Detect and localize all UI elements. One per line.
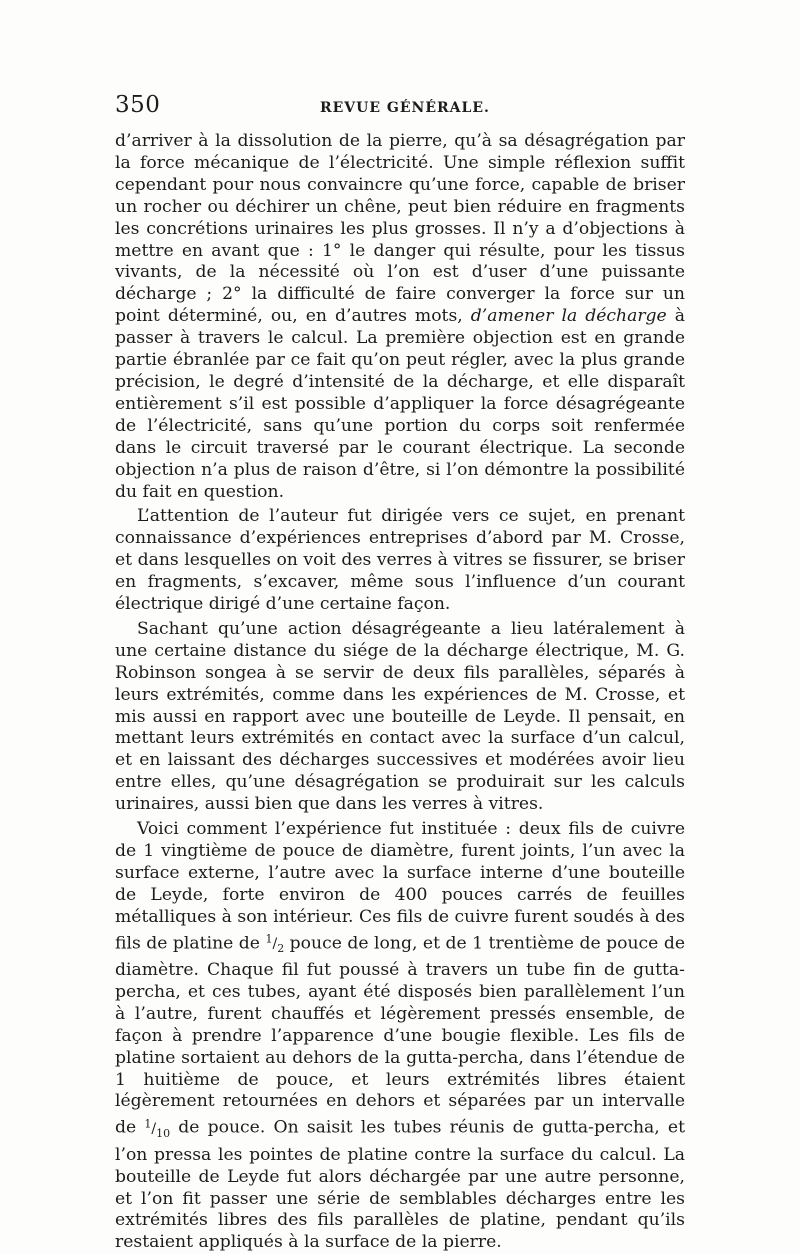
running-head: REVUE GÉNÉRALE.	[320, 100, 490, 116]
paragraph-4-text-a: Voici comment l’expérience fut instituée : deux fils de cuivre de 1 vingtième de pouce de diamètre, furent joints, l’un avec la surface externe, l’autre avec la surface interne d’une bouteille de Leyde, forte environ de 400 pouces carrés de feuilles métalliques à son intérieur. Ces fils de cuivre furent soudés à des fils de platine de	[115, 819, 685, 954]
paragraph-1-emphasis: d’amener la décharge	[470, 306, 667, 327]
fraction-half: $^1/_2$	[265, 932, 285, 956]
fraction-tenth: $^1/_{10}$	[144, 1117, 171, 1140]
paragraph-1	[115, 131, 685, 503]
fraction-tenth-numerator: 1	[144, 1117, 152, 1131]
paragraph-3: Sachant qu’une action désagrégeante a lieu latéralement à une certaine distance du siége de la décharge électrique, M. G. Robinson songea à se servir de deux fils parallèles, séparés à leurs extrémités, comme dans les expériences de M. Crosse, et mis aussi en rapport avec une bouteille de Leyde. Il pensait, en mettant leurs extrémités en contact avec la surface d’un calcul, et en laissant des décharges successives et modérées avoir lieu entre elles, qu’une désagrégation se produirait sur les calculs urinaires, aussi bien que dans les verres à vitres.	[115, 618, 685, 815]
paragraph-1-text-a: d’arriver à la dissolution de la pierre, qu’à sa désagrégation par la force mécanique de l’électricité. Une simple réflexion suffit cependant pour nous convaincre qu’une force, capable de briser un rocher ou déchirer un chêne, peut bien réduire en fragments les concrétions urinaires les plus grosses. Il n’y a d’objections à mettre en avant que : 1° le danger qui résulte, pour les tissus vivants, de la nécessité où l’on est d’user d’une puissante décharge ; 2° la difficulté de faire converger la force sur un point déterminé, ou, en d’autres mots,	[115, 131, 685, 327]
paragraph-1-text-b: à passer à travers le calcul. La première objection est en grande partie ébranlée par ce fait qu’on peut régler, avec la plus grande précision, le degré d’intensité de la décharge, et elle disparaît entièrement s’il est possible d’appliquer la force désagrégeante de l’électricité, sans qu’une portion du corps soit renfermée dans le circuit traversé par le courant électrique. La seconde objection n’a plus de raison d’être, si l’on démontre la possibilité du fait en question.	[115, 306, 685, 502]
fraction-tenth-denominator: 10	[156, 1126, 171, 1140]
paragraph-4-text-c: de pouce. On saisit les tubes réunis de gutta-percha, et l’on pressa les pointes de platine contre la surface du calcul. La bouteille de Leyde fut alors déchargée par une autre personne, et l’on fit passer une série de semblables décharges entre les extrémités libres des fils parallèles de platine, pendant qu’ils restaient appliqués à la surface de la pierre.	[115, 1117, 685, 1253]
page-header	[115, 92, 685, 122]
paragraph-2: L’attention de l’auteur fut dirigée vers ce sujet, en prenant connaissance d’expériences entreprises d’abord par M. Crosse, et dans lesquelles on voit des verres à vitres se fissurer, se briser en fragments, s’excaver, même sous l’influence d’un courant électrique dirigé d’une certaine façon.	[115, 506, 685, 615]
page-body	[115, 131, 685, 1254]
paragraph-4-text-b: pouce de long, et de 1 trentième de pouce de diamètre. Chaque fil fut poussé à travers un tube fin de gutta-percha, et ces tubes, ayant été disposés bien parallèlement l’un à l’autre, furent chauffés et légèrement pressés ensemble, de façon à prendre l’apparence d’une bougie flexible. Les fils de platine sortaient au dehors de la gutta-percha, dans l’étendue de 1 huitième de pouce, et leurs extrémités libres étaient légèrement retournées en dehors et séparées par un intervalle de	[115, 933, 685, 1138]
page-number: 350	[115, 92, 161, 118]
fraction-half-denominator: 2	[277, 942, 285, 956]
paragraph-4	[115, 819, 685, 1254]
fraction-half-numerator: 1	[265, 932, 273, 946]
